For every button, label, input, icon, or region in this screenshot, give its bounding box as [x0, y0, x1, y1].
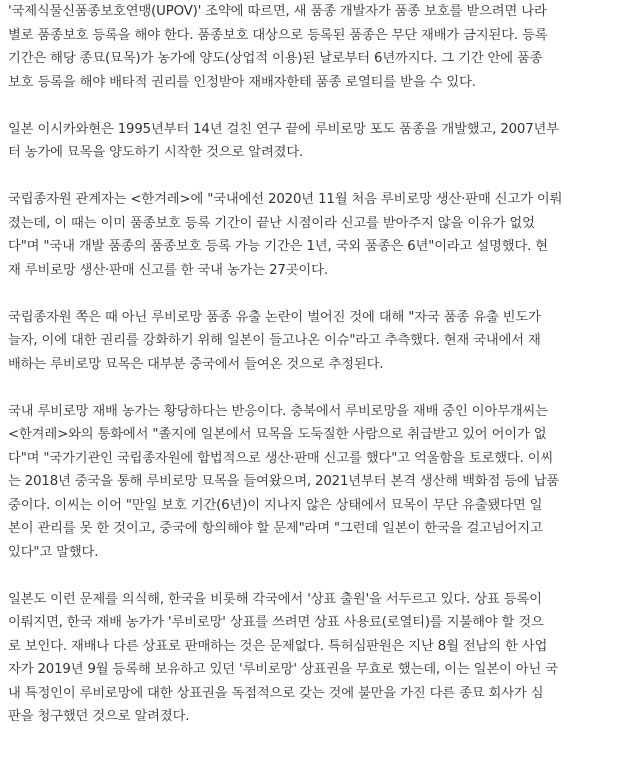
text-line: 일본도 이런 문제를 의식해, 한국을 비롯해 각국에서 '상표 출원'을 서두르고 있다. 상표 등록이: [8, 591, 542, 607]
text-line: 자가 2019년 9월 등록해 보유하고 있던 '루비로망' 상표권을 무효로 했는데, 이는 일본이 아닌 국: [8, 662, 558, 677]
text-line: 늘자, 이에 대한 권리를 강화하기 위해 일본이 들고나온 이슈"라고 추측했다. 현재 국내에서 재: [8, 333, 541, 348]
text-line: 국립종자원 관계자는 <한겨레>에 "국내에선 2020년 11월 처음 루비로망 생산·판매 신고가 이뤄: [8, 192, 563, 207]
text-line: 다"며 "국내 개발 품종의 품종보호 등록 가능 기간은 1년, 국외 품종은 6년"이라고 설명했다. 현: [8, 239, 548, 254]
paragraph-seed-agency-statement: [8, 188, 640, 282]
text-line: 다"며 "국가기관인 국립종자원에 합법적으로 생산·판매 신고를 했다"고 억울함을 토로했다. 이씨: [8, 450, 554, 466]
text-line: 보호 등록을 해야 배타적 권리를 인정받아 재배자한테 품종 로열티를 받을 수 있다.: [8, 74, 476, 90]
text-line: 중이다. 이씨는 이어 "만일 보호 기간(6년)이 지나지 않은 상태에서 묘목이 무단 유출됐다면 일: [8, 497, 543, 513]
text-line: 배하는 루비로망 묘목은 대부분 중국에서 들여온 것으로 추정된다.: [8, 356, 384, 372]
text-line: 국립종자원 쪽은 때 아닌 루비로망 품종 유출 논란이 벌어진 것에 대해 "자국 품종 유출 빈도가: [8, 309, 541, 325]
paragraph-farmer-reaction: [8, 400, 640, 565]
paragraph-upov-registration: [8, 0, 640, 94]
text-line: 졌는데, 이 때는 이미 품종보호 등록 기간이 끝난 시점이라 신고를 받아주지 않을 이유가 없었: [8, 215, 535, 231]
text-line: 판을 청구했던 것으로 알려졌다.: [8, 709, 190, 724]
text-line: 기간은 해당 종묘(묘목)가 농가에 양도(상업적 이용)된 날로부터 6년까지다. 그 기간 안에 품종: [8, 51, 543, 66]
text-line: 터 농가에 묘목을 양도하기 시작한 것으로 알려졌다.: [8, 145, 304, 160]
text-line: <한겨레>와의 통화에서 "졸지에 일본에서 묘목을 도둑질한 사람으로 취급받고 있어 어이가 없: [8, 427, 547, 442]
text-line: 본이 관리를 못 한 것이고, 중국에 항의해야 할 문제"라며 "그런데 일본이 한국을 걸고넘어지고: [8, 521, 543, 536]
text-line: 재 루비로망 생산·판매 신고를 한 국내 농가는 27곳이다.: [8, 262, 328, 278]
paragraph-ishikawa-development: [8, 118, 640, 165]
text-line: 내 특정인이 루비로망에 대한 상표권을 독점적으로 갖는 것에 불만을 가진 다른 종묘 회사가 심: [8, 685, 544, 701]
text-line: '국제식물신품종보호연맹(UPOV)' 조약에 따르면, 새 품종 개발자가 품종 보호를 받으려면 나라: [8, 4, 547, 19]
paragraph-outflow-controversy: [8, 306, 640, 377]
text-line: 별로 품종보호 등록을 해야 한다. 품종보호 대상으로 등록된 품종은 무단 재배가 금지된다. 등록: [8, 27, 548, 43]
text-line: 로 보인다. 재배나 다른 상표로 판매하는 것은 문제없다. 특허심판원은 지난 8월 전남의 한 사업: [8, 638, 548, 654]
text-line: 일본 이시카와현은 1995년부터 14년 걸친 연구 끝에 루비로망 포도 품종을 개발했고, 2007년부: [8, 121, 559, 137]
article-body: [8, 0, 640, 752]
text-line: 국내 루비로망 재배 농가는 황당하다는 반응이다. 충북에서 루비로망을 재배 중인 이아무개씨는: [8, 403, 548, 419]
text-line: 이뤄지면, 한국 재배 농가가 '루비로망' 상표를 쓰려면 상표 사용료(로열티)를 지불해야 할 것으: [8, 615, 544, 630]
text-line: 는 2018년 중국을 통해 루비로망 묘목을 들여왔으며, 2021년부터 본격 생산해 백화점 등에 납품: [8, 474, 560, 489]
text-line: 있다"고 말했다.: [8, 544, 99, 560]
paragraph-trademark-filing: [8, 588, 640, 729]
